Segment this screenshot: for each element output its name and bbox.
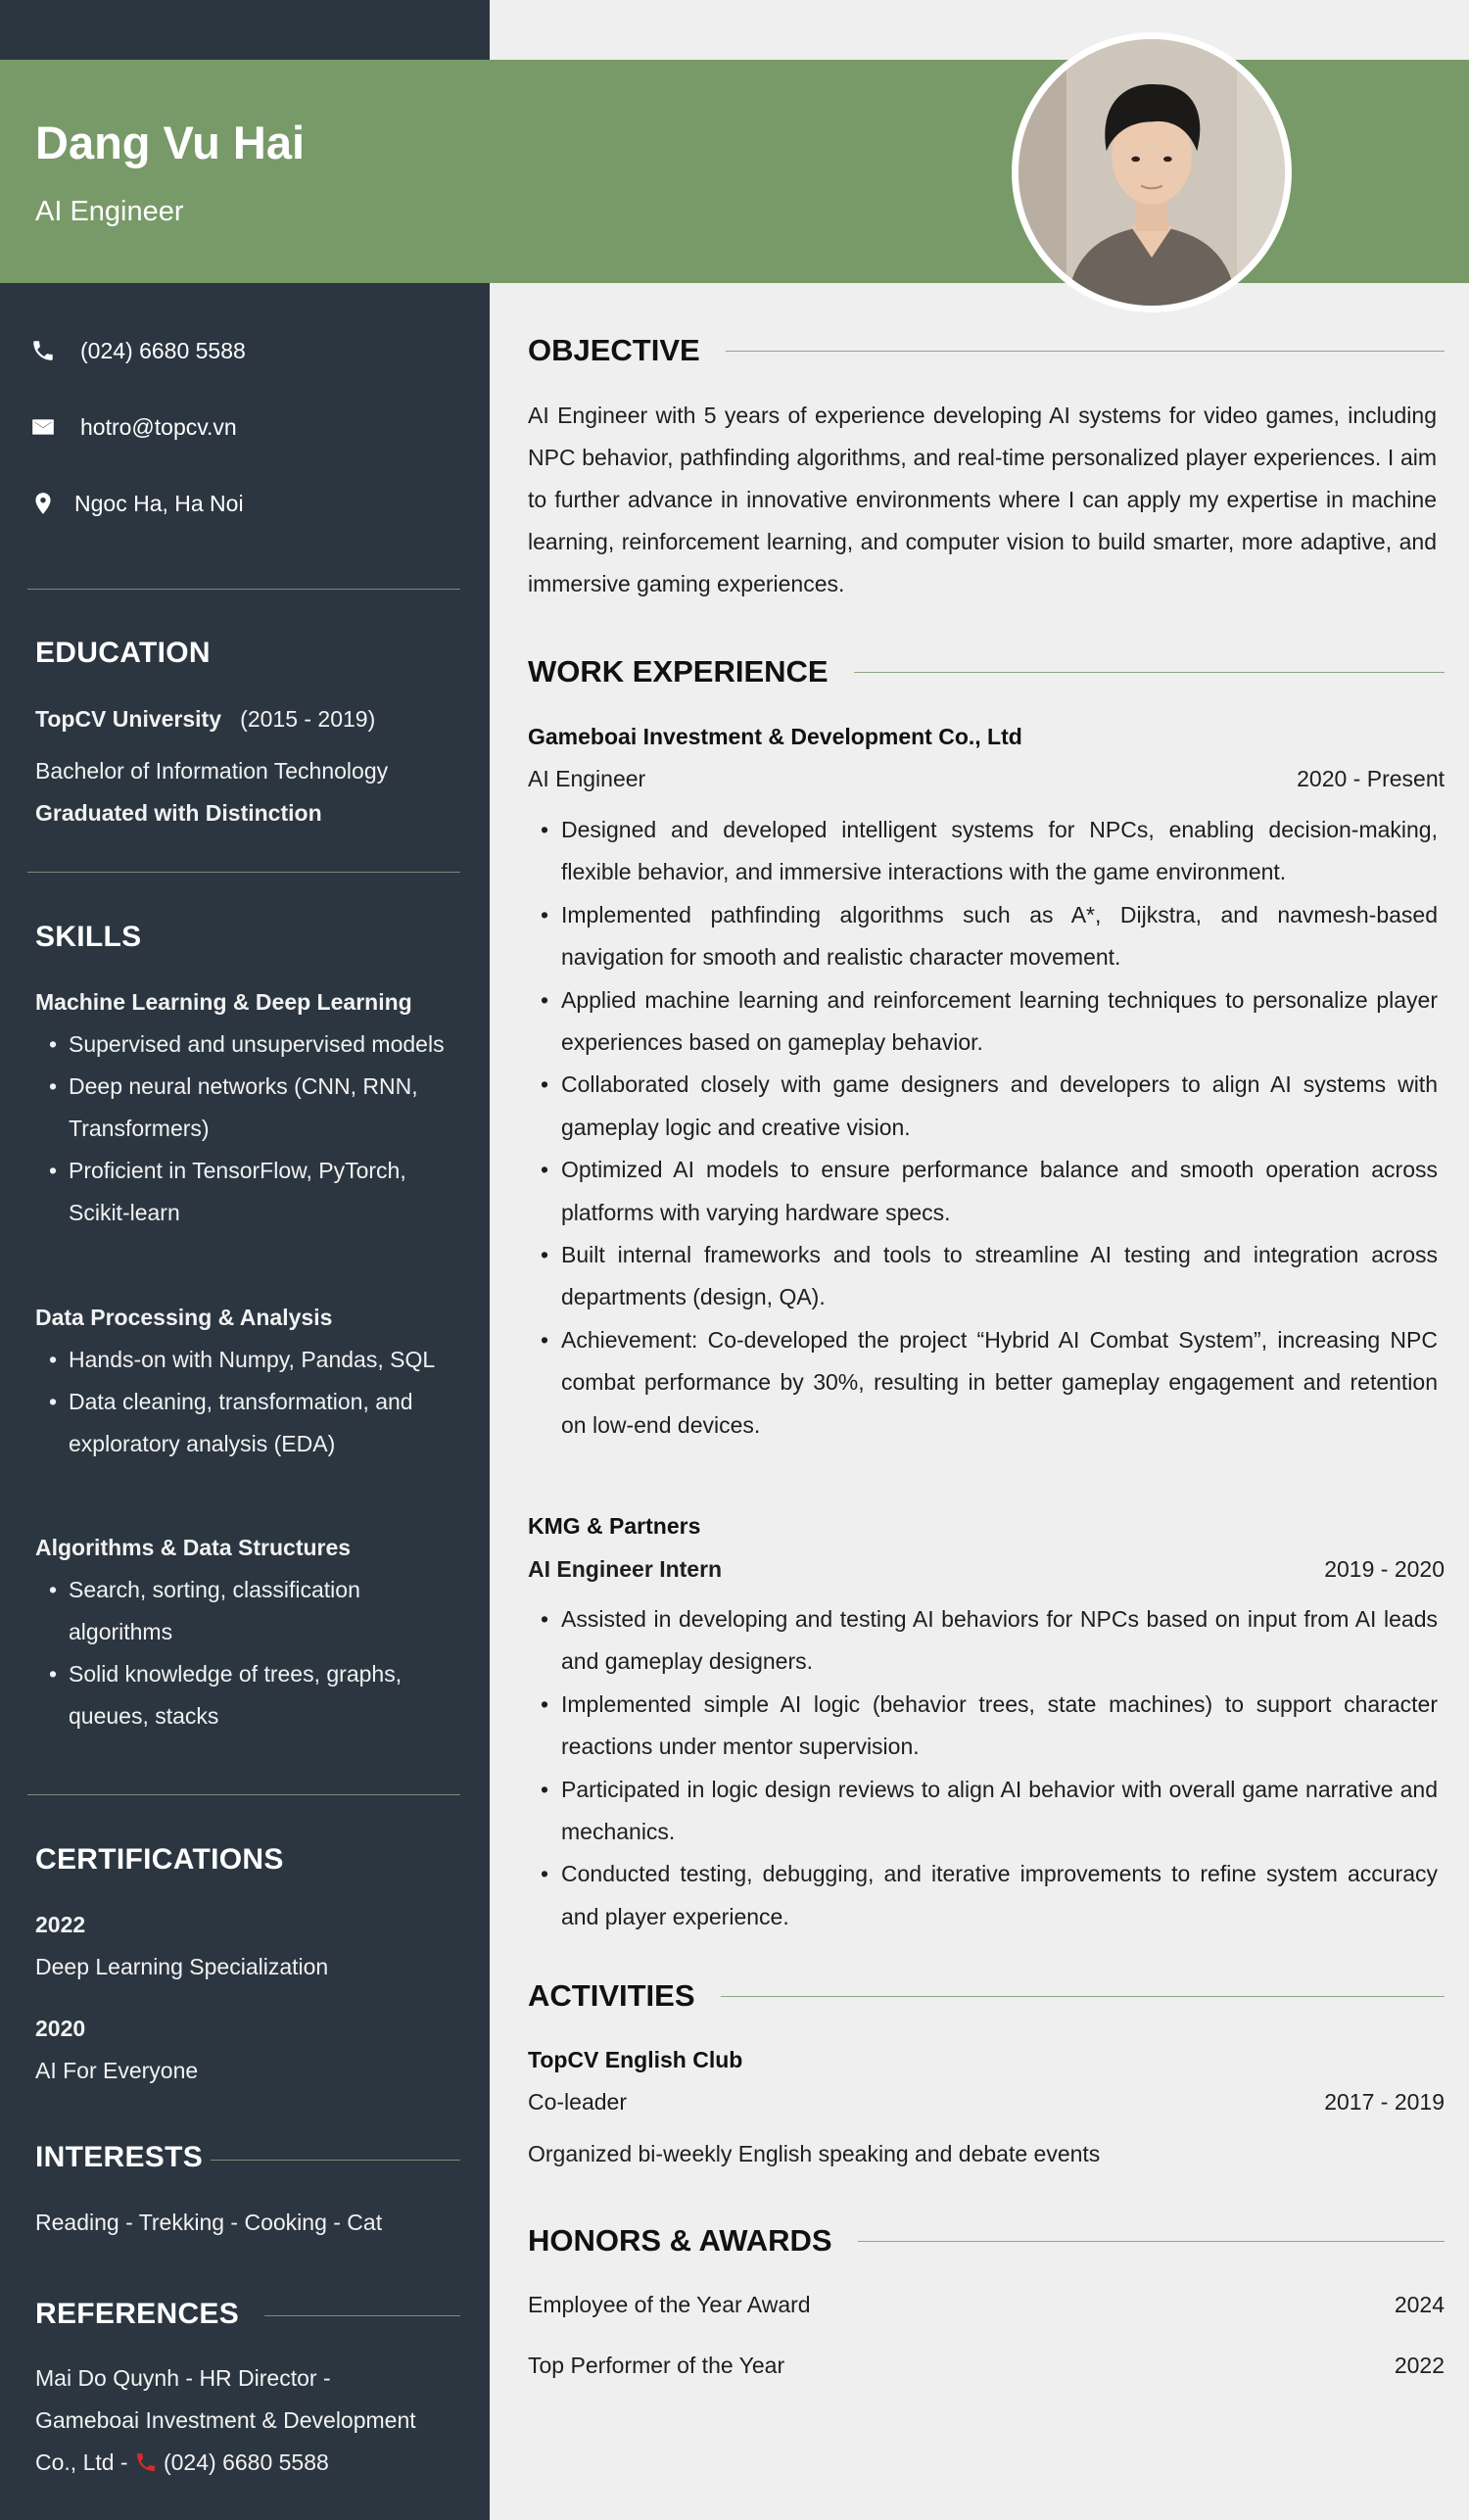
skill-item: • Data cleaning, transformation, and exploratory analysis (EDA) xyxy=(35,1381,466,1465)
reference-line: Gameboai Investment & Development xyxy=(35,2407,416,2433)
reference-line: Mai Do Quynh - HR Director - xyxy=(35,2365,331,2391)
interests-heading: INTERESTS xyxy=(35,2141,204,2173)
skill-group-title: Data Processing & Analysis xyxy=(35,1305,333,1330)
activities-heading-text: ACTIVITIES xyxy=(528,1978,695,2013)
award-year: 2022 xyxy=(1394,2353,1445,2378)
candidate-name: Dang Vu Hai xyxy=(35,117,306,168)
job-role-row xyxy=(528,1556,1445,1583)
job-title: AI Engineer Intern xyxy=(528,1556,723,1582)
contact-email[interactable] xyxy=(29,413,237,441)
activity-role: Co-leader xyxy=(528,2089,627,2115)
work-heading xyxy=(528,654,1445,689)
awards-heading-text: HONORS & AWARDS xyxy=(528,2223,832,2258)
skill-group-title: Algorithms & Data Structures xyxy=(35,1535,352,1560)
activity-desc: Organized bi-weekly English speaking and debate events xyxy=(528,2141,1101,2166)
references-heading: REFERENCES xyxy=(35,2298,240,2330)
contact-phone-text: (024) 6680 5588 xyxy=(80,337,246,363)
certifications-heading: CERTIFICATIONS xyxy=(35,1843,284,1876)
heading-rule xyxy=(858,2241,1445,2242)
reference-line-3: Co., Ltd - xyxy=(35,2449,134,2475)
education-school-line xyxy=(35,698,375,740)
objective-heading xyxy=(528,333,1445,368)
education-years: (2015 - 2019) xyxy=(240,706,376,732)
activities-heading xyxy=(528,1978,1445,2014)
job-bullet: • Conducted testing, debugging, and iterative improvements to refine system accuracy and player experience. xyxy=(541,1853,1438,1938)
skill-list xyxy=(35,1023,466,1234)
objective-text: AI Engineer with 5 years of experience developing AI systems for video games, including NPC behavior, pathfinding algorithms, and real-time personalized player experiences. I aim to further advance in innovative environments where I can apply my expertise in machine learning, reinforcement learning, and computer vision to build smarter, more adaptive, and immersive gaming experiences. xyxy=(528,403,1437,596)
references-heading-line xyxy=(264,2315,460,2316)
reference-line xyxy=(35,2442,329,2484)
job-bullet: • Implemented pathfinding algorithms such as A*, Dijkstra, and navmesh-based navigation for smooth and realistic character movement. xyxy=(541,894,1438,979)
phone-icon xyxy=(134,2446,158,2469)
job-bullet: • Collaborated closely with game designers and developers to align AI systems with gameplay logic and creative vision. xyxy=(541,1064,1438,1149)
job-bullet: • Implemented simple AI logic (behavior trees, state machines) to support character reactions under mentor supervision. xyxy=(541,1684,1438,1769)
skill-item: • Hands-on with Numpy, Pandas, SQL xyxy=(35,1339,466,1381)
location-pin-icon xyxy=(29,490,57,517)
skill-item: • Search, sorting, classification algorithms xyxy=(35,1569,466,1653)
envelope-icon xyxy=(29,413,57,441)
skill-item: • Deep neural networks (CNN, RNN, Transformers) xyxy=(35,1066,466,1150)
skill-group-title: Machine Learning & Deep Learning xyxy=(35,989,412,1015)
job-bullet: • Optimized AI models to ensure performance balance and smooth operation across platforms with varying hardware specs. xyxy=(541,1149,1438,1234)
interests-heading-line xyxy=(211,2160,460,2161)
heading-rule xyxy=(721,1996,1445,1997)
education-school: TopCV University xyxy=(35,706,221,732)
activity-role-row xyxy=(528,2089,1445,2116)
job-period: 2019 - 2020 xyxy=(1324,1556,1445,1582)
reference-phone[interactable]: (024) 6680 5588 xyxy=(163,2449,329,2475)
awards-heading xyxy=(528,2223,1445,2258)
education-honor: Graduated with Distinction xyxy=(35,800,322,826)
job-period: 2020 - Present xyxy=(1297,766,1445,791)
job-bullet: • Designed and developed intelligent systems for NPCs, enabling decision-making, flexible behavior, and immersive interactions with the game environment. xyxy=(541,809,1438,894)
activity-desc-row xyxy=(528,2141,1445,2167)
job-role-row xyxy=(528,766,1445,792)
objective-heading-text: OBJECTIVE xyxy=(528,333,700,367)
cert-name: AI For Everyone xyxy=(35,2058,199,2083)
skill-list xyxy=(35,1339,466,1465)
skill-item: • Proficient in TensorFlow, PyTorch, Scikit-learn xyxy=(35,1150,466,1234)
sidebar-divider xyxy=(27,872,460,873)
award-name: Employee of the Year Award xyxy=(528,2292,811,2317)
cert-year: 2022 xyxy=(35,1912,86,1937)
job-bullet: • Applied machine learning and reinforcement learning techniques to personalize player experiences based on gameplay behavior. xyxy=(541,979,1438,1065)
job-company: Gameboai Investment & Development Co., Ltd xyxy=(528,724,1022,749)
job-bullet: • Built internal frameworks and tools to streamline AI testing and integration across departments (design, QA). xyxy=(541,1234,1438,1319)
heading-rule xyxy=(854,672,1445,673)
sidebar-divider xyxy=(27,589,460,590)
cert-name: Deep Learning Specialization xyxy=(35,1954,329,1979)
activity-period: 2017 - 2019 xyxy=(1324,2089,1445,2115)
job-bullets xyxy=(541,809,1438,1447)
skill-list xyxy=(35,1569,466,1737)
cert-year: 2020 xyxy=(35,2016,86,2041)
work-heading-text: WORK EXPERIENCE xyxy=(528,654,829,689)
skill-item: • Supervised and unsupervised models xyxy=(35,1023,466,1066)
skill-item: • Solid knowledge of trees, graphs, queues, stacks xyxy=(35,1653,466,1737)
award-year: 2024 xyxy=(1394,2292,1445,2317)
skills-heading: SKILLS xyxy=(35,921,142,953)
job-company: KMG & Partners xyxy=(528,1513,701,1539)
heading-rule xyxy=(726,351,1445,352)
education-degree: Bachelor of Information Technology xyxy=(35,758,389,784)
contact-email-text: hotro@topcv.vn xyxy=(80,413,237,440)
award-name: Top Performer of the Year xyxy=(528,2353,785,2378)
candidate-role: AI Engineer xyxy=(35,196,184,227)
activity-org: TopCV English Club xyxy=(528,2047,743,2072)
education-heading: EDUCATION xyxy=(35,637,211,669)
contact-location xyxy=(29,490,244,517)
sidebar-divider xyxy=(27,1794,460,1795)
job-title: AI Engineer xyxy=(528,766,646,791)
job-bullet: • Participated in logic design reviews to align AI behavior with overall game narrative and mechanics. xyxy=(541,1769,1438,1854)
job-bullet: • Achievement: Co-developed the project “Hybrid AI Combat System”, increasing NPC combat performance by 30%, resulting in better gameplay engagement and retention on low-end devices. xyxy=(541,1319,1438,1447)
job-bullets xyxy=(541,1598,1438,1938)
contact-phone[interactable] xyxy=(29,337,246,364)
interests-text: Reading - Trekking - Cooking - Cat xyxy=(35,2210,383,2235)
award-row xyxy=(528,2353,1445,2379)
award-row xyxy=(528,2292,1445,2318)
phone-icon xyxy=(29,337,57,364)
job-bullet: • Assisted in developing and testing AI behaviors for NPCs based on input from AI leads and gameplay designers. xyxy=(541,1598,1438,1684)
contact-location-text: Ngoc Ha, Ha Noi xyxy=(74,490,244,516)
profile-photo xyxy=(1012,32,1292,312)
